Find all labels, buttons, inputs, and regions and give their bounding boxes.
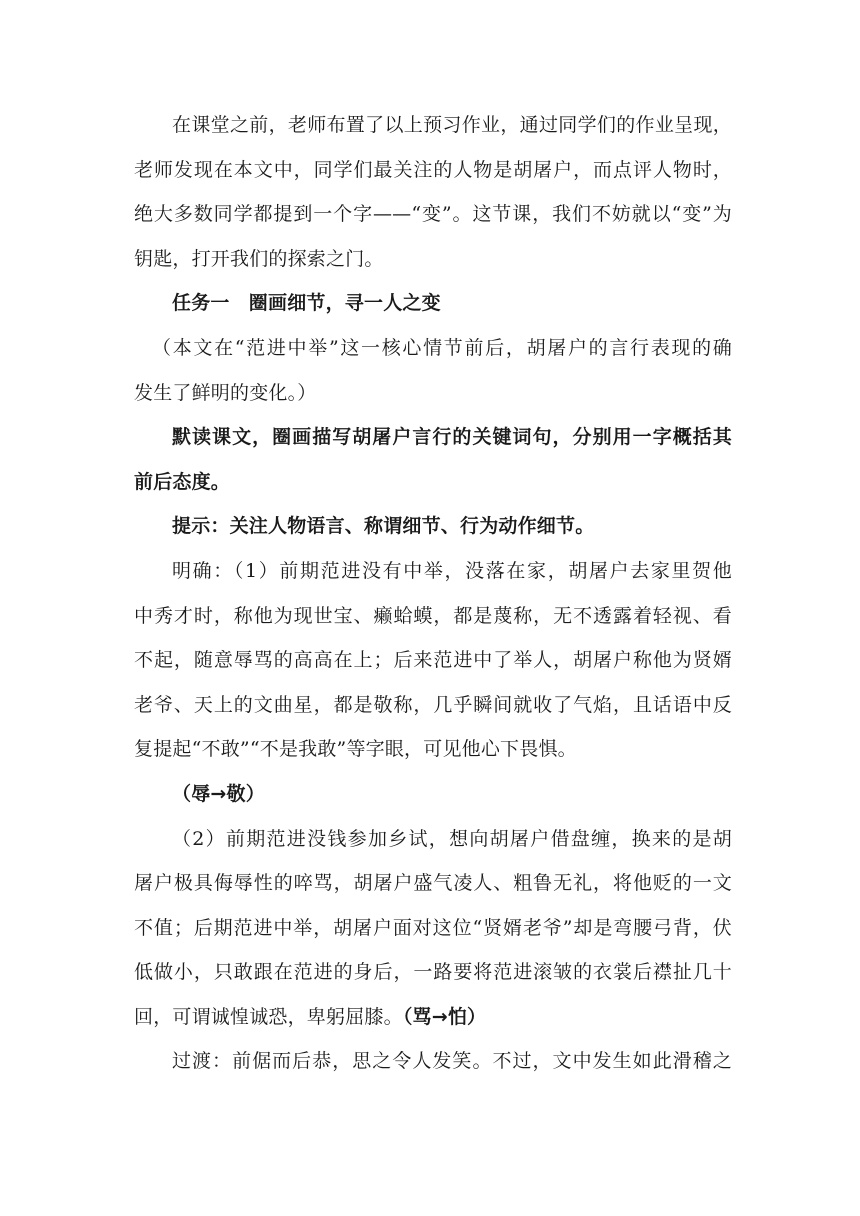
answer2-line-2: 屠户极具侮辱性的啐骂，胡屠户盛气凌人、粗鲁无礼，将他贬的一文 (134, 872, 732, 895)
answer1-line-5: 复提起“不敢”“不是我敢”等字眼，可见他心下畏惧。 (134, 738, 577, 761)
task1-heading: 任务一 圈画细节，寻一人之变 (172, 292, 441, 315)
intro-line-3: 绝大多数同学都提到一个字——“变”。这节课，我们不妨就以“变”为 (134, 203, 732, 226)
answer1-line-4: 老爷、天上的文曲星，都是敬称，几乎瞬间就收了气焰，且话语中反 (134, 693, 732, 716)
summary-2: （骂→怕） (402, 1005, 487, 1028)
answer2-line-1: （2）前期范进没钱参加乡试，想向胡屠户借盘缠，换来的是胡 (172, 827, 732, 850)
transition-line: 过渡：前倨而后恭，思之令人发笑。不过，文中发生如此滑稽之 (172, 1050, 732, 1073)
task1-note-line-1: （本文在“范进中举”这一核心情节前后，胡屠户的言行表现的确 (152, 336, 732, 359)
intro-line-1: 在课堂之前，老师布置了以上预习作业，通过同学们的作业呈现， (172, 114, 732, 136)
answer2-last-text: 回，可谓诚惶诚恐，卑躬屈膝。 (134, 1005, 403, 1028)
hint-line: 提示：关注人物语言、称谓细节、行为动作细节。 (172, 515, 595, 538)
instruction-line-2: 前后态度。 (134, 470, 231, 493)
answer2-line-3: 不值；后期范进中举，胡屠户面对这位“贤婿老爷”却是弯腰弓背，伏 (134, 916, 732, 939)
answer2-line-5 (134, 995, 732, 1040)
answer2-line-4: 低做小，只敢跟在范进的身后，一路要将范进滚皱的衣裳后襟扯几十 (134, 961, 732, 984)
intro-line-2: 老师发现在本文中，同学们最关注的人物是胡屠户，而点评人物时， (134, 158, 732, 181)
instruction-line-1: 默读课文，圈画描写胡屠户言行的关键词句，分别用一字概括其 (172, 426, 732, 449)
answer1-line-3: 不起，随意辱骂的高高在上；后来范进中了举人，胡屠户称他为贤婿 (134, 649, 732, 672)
task1-note-line-2: 发生了鲜明的变化。） (134, 381, 317, 404)
intro-line-4: 钥匙，打开我们的探索之门。 (134, 247, 384, 270)
summary-1: （辱→敬） (172, 782, 265, 805)
answer1-line-1: 明确：（1）前期范进没有中举，没落在家，胡屠户去家里贺他 (172, 559, 732, 582)
answer1-line-2: 中秀才时，称他为现世宝、癞蛤蟆，都是蔑称，无不透露着轻视、看 (134, 604, 732, 627)
